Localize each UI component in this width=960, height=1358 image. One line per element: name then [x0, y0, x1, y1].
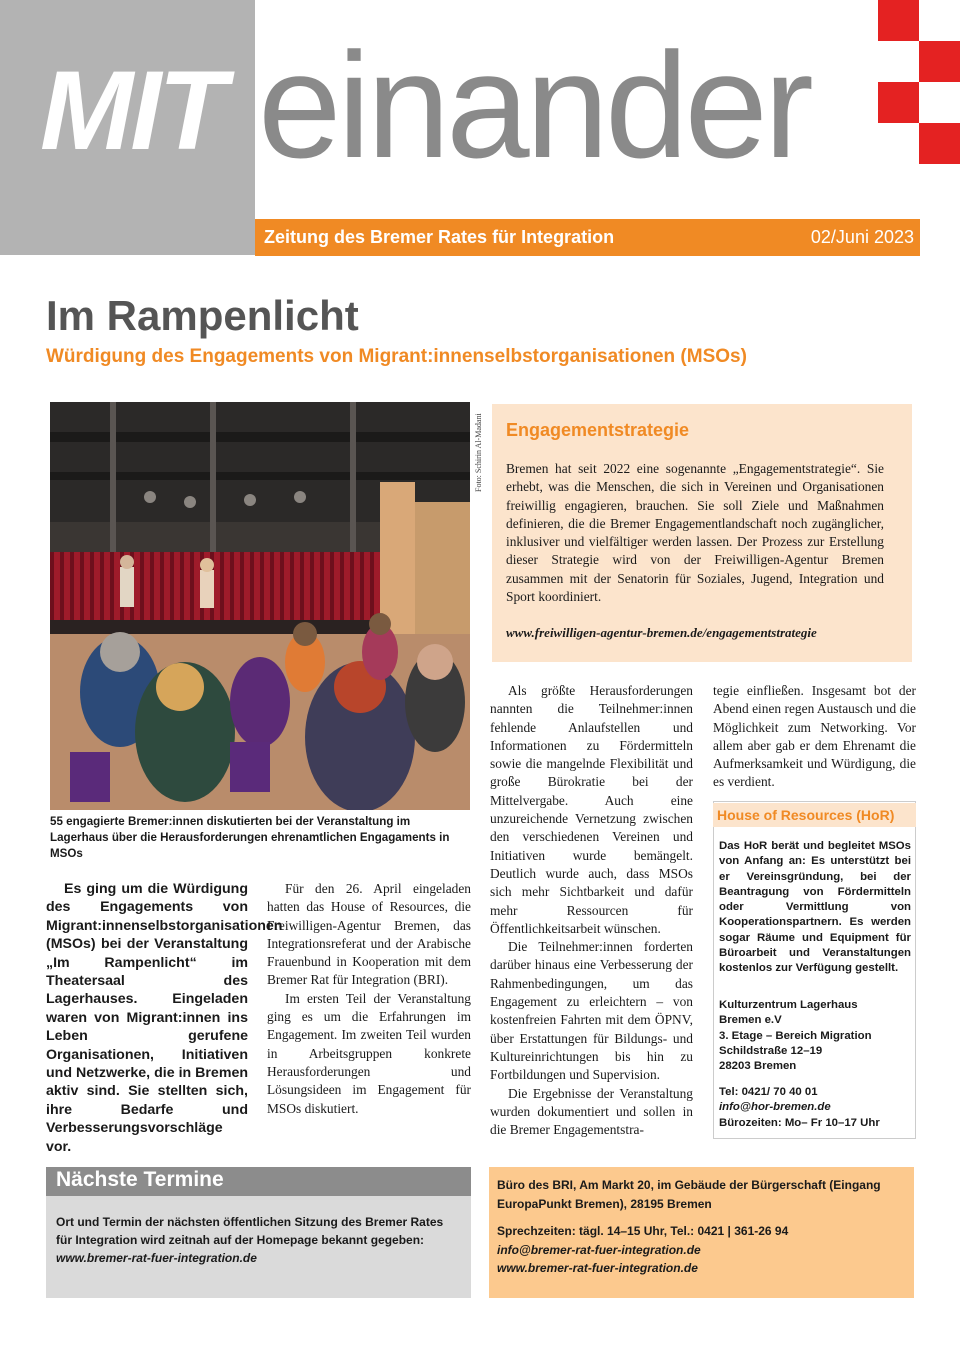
- engagement-box-text: Bremen hat seit 2022 eine sogenannte „Engagementstrategie“. Sie erhebt, was die Menschen, die sich in Vereinen und Organisationen freiwillig engagieren, brauchen. Sie soll Ziele und Maßnahmen definieren, die die Bremer Engagementlandschaft noch zugänglicher, inklusiver und vielfältiger werden lassen. Der Prozess zur Erstellung dieser Strategie wird von der Freiwilligen-Agentur Bremen zusammen mit der Senatorin für Soziales, Jugend, Integration und Sport koordiniert.: [506, 461, 884, 605]
- article-paragraph: Im ersten Teil der Veranstaltung ging es um die Erfahrungen im Engagement. Im zweiten Teil wurden in Arbeitsgruppen konkrete Herausforderungen und Lösungsideen im Engagement für MSOs diskutiert.: [267, 990, 471, 1116]
- bri-office-hours: Sprechzeiten: tägl. 14–15 Uhr, Tel.: 0421 | 361-26 94: [497, 1224, 789, 1238]
- engagement-box-link[interactable]: www.freiwilligen-agentur-bremen.de/engagementstrategie: [506, 625, 817, 640]
- masthead-einander: einander: [258, 21, 810, 189]
- bri-email-link[interactable]: info@bremer-rat-fuer-integration.de: [497, 1242, 701, 1257]
- hor-title: House of Resources (HoR): [717, 807, 895, 823]
- bri-contact-text: [497, 1176, 907, 1278]
- article-lead-text: Es ging um die Würdigung des Engagements von Migrant:innenselbstorganisationen (MSOs) bei der Veranstaltung „Im Rampenlicht“ im Theatersaal des Lagerhauses. Eingeladen waren von Migrant:innen ins Leben gerufene Organisationen, Initiativen und Netzwerke, die in Bremen aktiv sind. Sie stellten sich, ihre Bedarfe und Verbesserungsvorschläge vor.: [46, 881, 283, 1155]
- photo-caption: 55 engagierte Bremer:innen diskutierten bei der Veranstaltung im Lagerhaus über die Herausforderungen ehrenamtlichen Engagaments in MSOs: [50, 815, 450, 860]
- termine-title: Nächste Termine: [56, 1168, 224, 1191]
- hor-phone: Tel: 0421/ 70 40 01: [719, 1086, 818, 1098]
- masthead-mit: MIT: [40, 48, 224, 173]
- article-column-4: [713, 682, 916, 792]
- termine-link[interactable]: www.bremer-rat-fuer-integration.de: [56, 1251, 257, 1265]
- article-paragraph: tegie einfließen. Insgesamt bot der Abend einen regen Austausch und die Möglichkeit zum Networking. Vor allem aber gab er dem Ehrenamt die Aufmerksamkeit und Würdigung, die es verdient.: [713, 683, 916, 790]
- hor-address-line: Kulturzentrum Lagerhaus: [719, 999, 858, 1011]
- issue-date: 02/Juni 2023: [810, 227, 914, 247]
- article-subheadline: Würdigung des Engagements von Migrant:innenselbstorganisationen (MSOs): [46, 346, 747, 367]
- article-paragraph: Als größte Herausforderungen nannten die Teilnehmer:innen fehlende Anlaufstellen und Informationen zu Fördermitteln sowie die mangelnde Flexibilität und große Bürokratie bei der Mittelvergabe. Auch eine unzureichende Vernetzung zwischen den verschiedenen Vereinen und Initiativen wurde bemängelt. Deutlich wurde auch, dass MSOs sich mehr Sichtbarkeit und dafür mehr Ressourcen für Öffentlichkeitsarbeit wünschen.: [490, 683, 693, 936]
- article-column-3: [490, 682, 693, 1139]
- article-column-2: [267, 880, 471, 1118]
- article-paragraph: Die Ergebnisse der Veranstaltung wurden dokumentiert und sollen in die Bremer Engagementstra-: [490, 1085, 693, 1138]
- hor-address-line: Bremen e.V: [719, 1014, 782, 1027]
- article-lead: [46, 880, 283, 1156]
- hor-contact: [719, 1085, 911, 1131]
- bri-website-link[interactable]: www.bremer-rat-fuer-integration.de: [497, 1261, 698, 1275]
- article-headline: Im Rampenlicht: [46, 292, 359, 339]
- event-photo: [50, 402, 470, 810]
- hor-address: [719, 998, 911, 1074]
- termine-text: Ort und Termin der nächsten öffentlichen Sitzung des Bremer Rates für Integration wird zeitnah auf der Homepage bekannt gegeben:: [56, 1215, 444, 1247]
- hor-address-line: Schildstraße 12–19: [719, 1044, 823, 1057]
- bri-address: Büro des BRI, Am Markt 20, im Gebäude der Bürgerschaft (Eingang EuropaPunkt Bremen), 28195 Bremen: [497, 1178, 881, 1211]
- hor-address-line: 28203 Bremen: [719, 1060, 797, 1073]
- hor-office-hours: Bürozeiten: Mo– Fr 10–17 Uhr: [719, 1116, 880, 1129]
- article-paragraph: Die Teilnehmer:innen forderten darüber hinaus eine Verbesserung der Rahmenbedingungen, um das Engagement zu erleichtern – von kostenfreien Fahrten mit dem ÖPNV, über Erstattungen für Bildungs- und Kultureinrichtungen bis hin zu Fortbildungen und Supervision.: [490, 939, 693, 1083]
- photo-credit: Foto: Schirin Al-Madani: [474, 413, 483, 492]
- hor-address-line: 3. Etage – Bereich Migration: [719, 1029, 872, 1042]
- hor-text: Das HoR berät und begleitet MSOs von Anfang an: Es unterstützt bei er Vereinsgründung, bei der Beantragung von Fördermitteln oder Vermittlung von Kooperationspartnern. Es werden sogar Räume und Equipment für Büroarbeit und Veranstaltungen kostenlos zur Verfügung gestellt.: [719, 840, 911, 975]
- article-paragraph: Für den 26. April eingeladen hatten das House of Resources, die Freiwilligen-Agentur Bremen, das Integrationsreferat und der Arabische Frauenbund in Kooperation mit dem Bremer Rat für Integration (BRI).: [267, 881, 471, 988]
- termine-text-block: [56, 1213, 456, 1267]
- engagement-box-title: Engagementstrategie: [506, 420, 690, 440]
- hor-email-link[interactable]: info@hor-bremen.de: [719, 1101, 831, 1114]
- newspaper-subtitle: Zeitung des Bremer Rates für Integration: [264, 227, 615, 247]
